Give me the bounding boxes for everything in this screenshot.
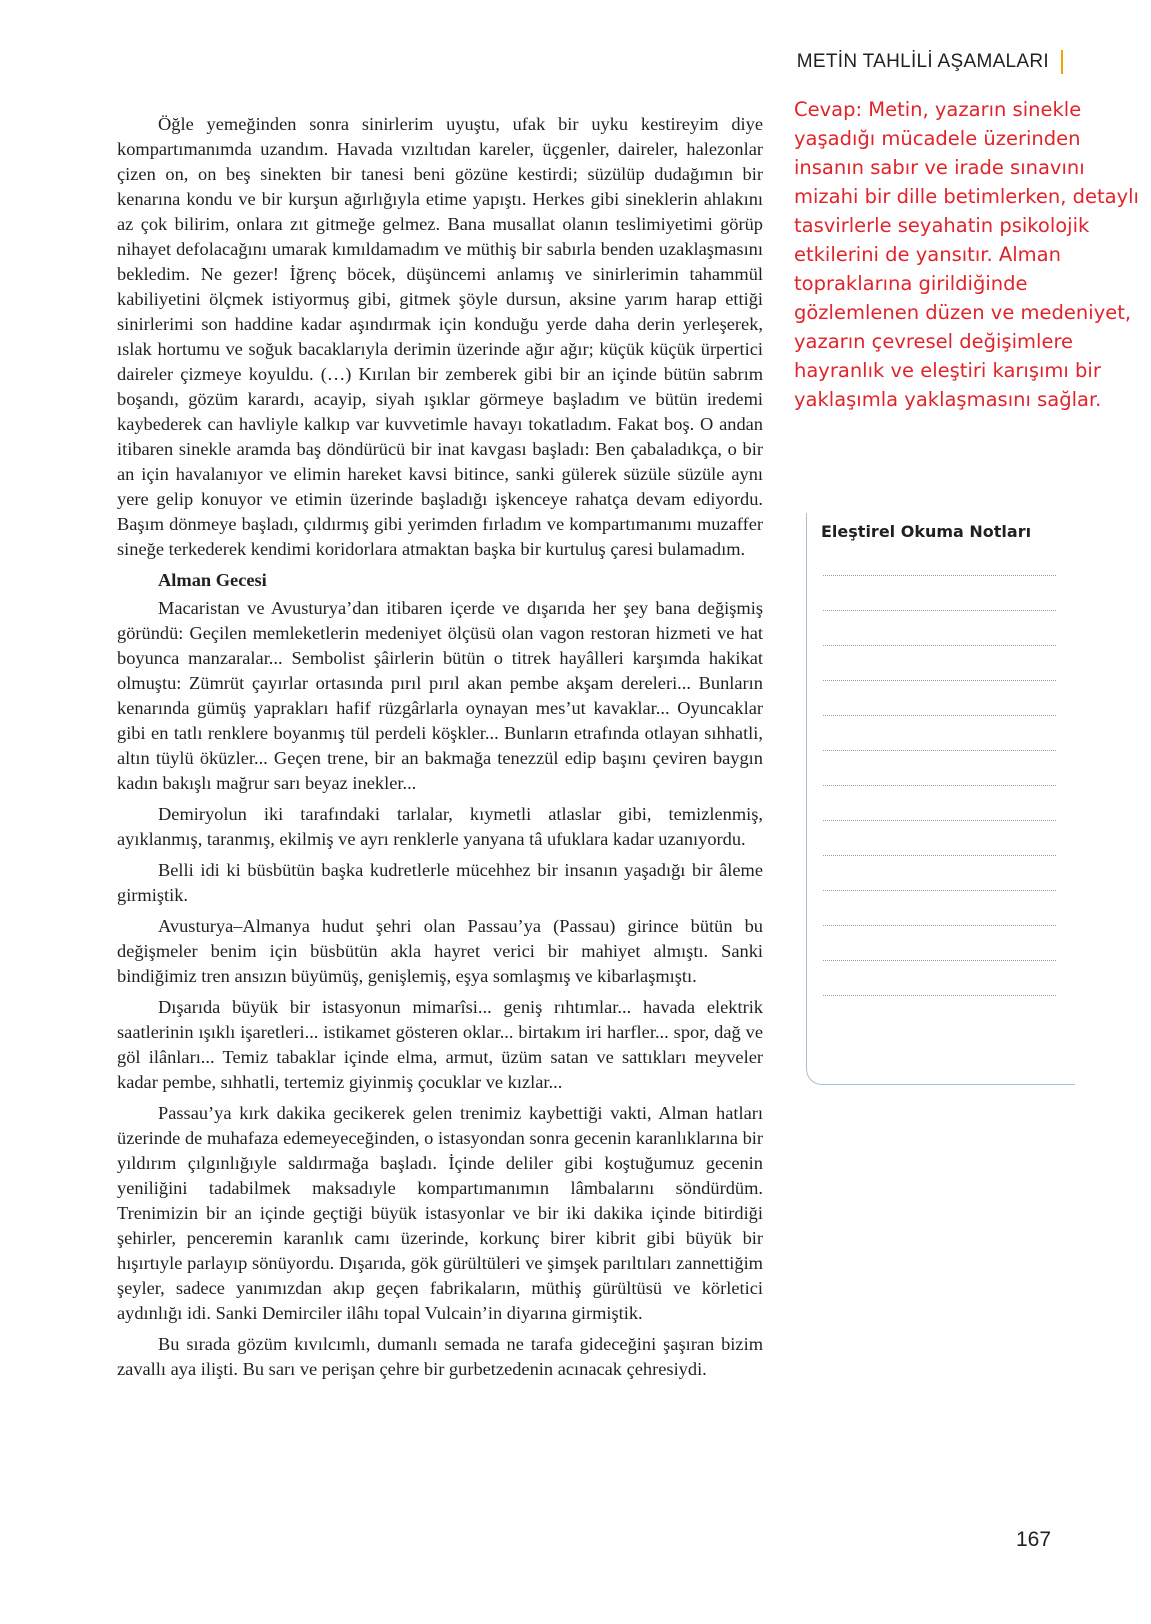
- note-line[interactable]: [823, 575, 1056, 576]
- paragraph-6: Dışarıda büyük bir istasyonun mimarîsi... geniş rıhtımlar... havada elektrik saatlerinin ışıklı işaretleri... istikamet gösteren oklar... birtakım iri harfler... spor, dağ ve göl ilânları... Temiz tabaklar içinde elma, armut, üzüm satan ve sattıkları meyveler kadar pembe, sıhhatli, tertemiz giyinmiş çocuklar ve kızlar...: [117, 997, 763, 1092]
- note-line[interactable]: [823, 680, 1056, 681]
- subheading: Alman Gecesi: [158, 570, 267, 590]
- section-title: METİN TAHLİLİ AŞAMALARI: [796, 51, 1049, 72]
- paragraph-7: Passau’ya kırk dakika gecikerek gelen trenimiz kaybettiği vakti, Alman hatları üzerinde de muhafaza edemeyeceğinden, o istasyondan sonra gecenin karanlıklarına bir yıldırım çılgınlığıyle saldırmağa başladı. İçinde deliler gibi koştuğumuz gecenin yeniliğini tadabilmek maksadıyle kompartımanımın lâmbalarını söndürdüm. Trenimizin bir an içinde geçtiği büyük istasyonlar ve bir iki dakika içinde bitirdiği şehirler, penceremin karanlık camı üzerinde, korkunç birer kibrit gibi büyük bir hışırtıyle parlayıp sönüyordu. Dışarıda, gök gürültüleri ve şimşek parıltıları zannettiğim şeyler, sadece yanımızdan akıp geçen fabrikaların, müthiş gürültüsü ve körletici aydınlığı idi. Sanki Demirciler ilâhı topal Vulcain’in diyarına girmiştik.: [117, 1103, 763, 1323]
- note-line[interactable]: [823, 715, 1056, 716]
- paragraph-8: Bu sırada gözüm kıvılcımlı, dumanlı semada ne tarafa gideceğini şaşıran bizim zavallı aya ilişti. Bu sarı ve perişan çehre bir gurbetzedenin acınacak çehresiydi.: [117, 1334, 763, 1379]
- paragraph-2: Macaristan ve Avusturya’dan itibaren içerde ve dışarıda her şey bana değişmiş göründü: Geçilen memleketlerin medeniyet ölçüsü olan vagon restoran hizmeti ve hat boyunca manzaralar... Sembolist şâirlerin bütün o titrek hayâlleri karşımda hakikat olmuştu: Zümrüt çayırlar ortasında pırıl pırıl akan pembe akşam dereleri... Bunların kenarında gümüş yaprakları hafif rüzgârlarla oynayan mes’ut kavaklar... Oyuncaklar gibi en tatlı renklere boyanmış tül perdeli köşkler... Bunların etrafında otlayan sıhhatli, altın tüylü öküzler... Geçen trene, bir an bakmağa tenezzül edip başını çeviren baygın kadın bakışlı mağrur sarı beyaz inekler...: [117, 598, 763, 793]
- paragraph-1: Öğle yemeğinden sonra sinirlerim uyuştu, ufak bir uyku kestireyim diye kompartımanımda uzandım. Havada vızıltıdan kareler, üçgenler, daireler, halezonlar çizen on, on beş sinekten bir tanesi beni gözüne kestirdi; süzülüp dudağımın bir kenarına kondu ve bir kurşun ağırlığıyla etime yapıştı. Herkes gibi sineklerin ahlakını az çok bilirim, onlara zıt gitmeğe gelmez. Bana musallat olanın teslimiyetimi görüp nihayet defolacağını umarak kımıldamadım ve müthiş bir sabırla benden uzaklaşmasını bekledim. Ne gezer! İğrenç böcek, düşüncemi anlamış ve sinirlerimin tahammül kabiliyetini ölçmek istiyormuş gibi, gitmek şöyle dursun, aksine yarım harap ettiği sinirlerimi son haddine kadar aşındırmak için konduğu yerde daha derin yerleşerek, ıslak hortumu ve soğuk bacaklarıyla derimin üzerinde ağır ağır; küçük küçük ürpertici daireler çizmeye koyuldu. (…) Kırılan bir zemberek gibi bir an içinde bütün sabrım boşandı, gözüm karardı, acayip, siyah ışıklar görmeye başladım ve bütün iredemi kaybederek can havliyle kalkıp var kuvvetimle havayı tokatladım. Fakat boş. O andan itibaren sinekle aramda baş döndürücü bir inat kavgası başladı: Ben çabaladıkça, o bir an için havalanıyor ve elimin hareket kavsi bitince, sanki gülerek süzüle süzüle aynı yere gelip konuyor ve etimin üzerinde başladığı işkenceye rahatça devam ediyordu. Başım dönmeye başladı, çıldırmış gibi yerimden fırladım ve kompartımanımı muzaffer sineğe terkederek kendimi koridorlara atmaktan başka bir kurtuluş çaresi bulamadım.: [117, 114, 763, 559]
- note-line[interactable]: [823, 785, 1056, 786]
- note-line[interactable]: [823, 995, 1056, 996]
- note-line[interactable]: [823, 890, 1056, 891]
- main-text: [117, 112, 763, 1388]
- note-line[interactable]: [823, 925, 1056, 926]
- note-line[interactable]: [823, 645, 1056, 646]
- notes-title: Eleştirel Okuma Notları: [821, 522, 1032, 541]
- note-line[interactable]: [823, 750, 1056, 751]
- paragraph-5: Avusturya–Almanya hudut şehri olan Passau’ya (Passau) girince bütün bu değişmeler benim için büsbütün akla hayret verici bir mahiyet almıştı. Sanki bindiğimiz tren ansızın büyümüş, genişlemiş, eşya somlaşmış ve kibarlaşmıştı.: [117, 916, 763, 986]
- page-number: 167: [1016, 1528, 1052, 1551]
- note-line[interactable]: [823, 610, 1056, 611]
- note-line[interactable]: [823, 960, 1056, 961]
- note-line[interactable]: [823, 820, 1056, 821]
- header-accent-bar: [1061, 50, 1063, 74]
- answer-note: Cevap: Metin, yazarın sinekle yaşadığı mücadele üzerinden insanın sabır ve irade sınavını mizahi bir dille betimlerken, detaylı tasvirlerle seyahatin psikolojik etkilerini de yansıtır. Alman topraklarına girildiğinde gözlemlenen düzen ve medeniyet, yazarın çevresel değişimlere hayranlık ve eleştiri karışımı bir yaklaşımla yaklaşmasını sağlar.: [794, 98, 1139, 411]
- paragraph-4: Belli idi ki büsbütün başka kudretlerle mücehhez bir insanın yaşadığı bir âleme girmiştik.: [117, 860, 763, 905]
- paragraph-3: Demiryolun iki tarafındaki tarlalar, kıymetli atlaslar gibi, temizlenmiş, ayıklanmış, taranmış, ekilmiş ve ayrı renklerle yanyana tâ ufuklara kadar uzanıyordu.: [117, 804, 763, 849]
- notes-box: [806, 513, 1075, 1085]
- note-line[interactable]: [823, 855, 1056, 856]
- section-header: [797, 48, 1063, 76]
